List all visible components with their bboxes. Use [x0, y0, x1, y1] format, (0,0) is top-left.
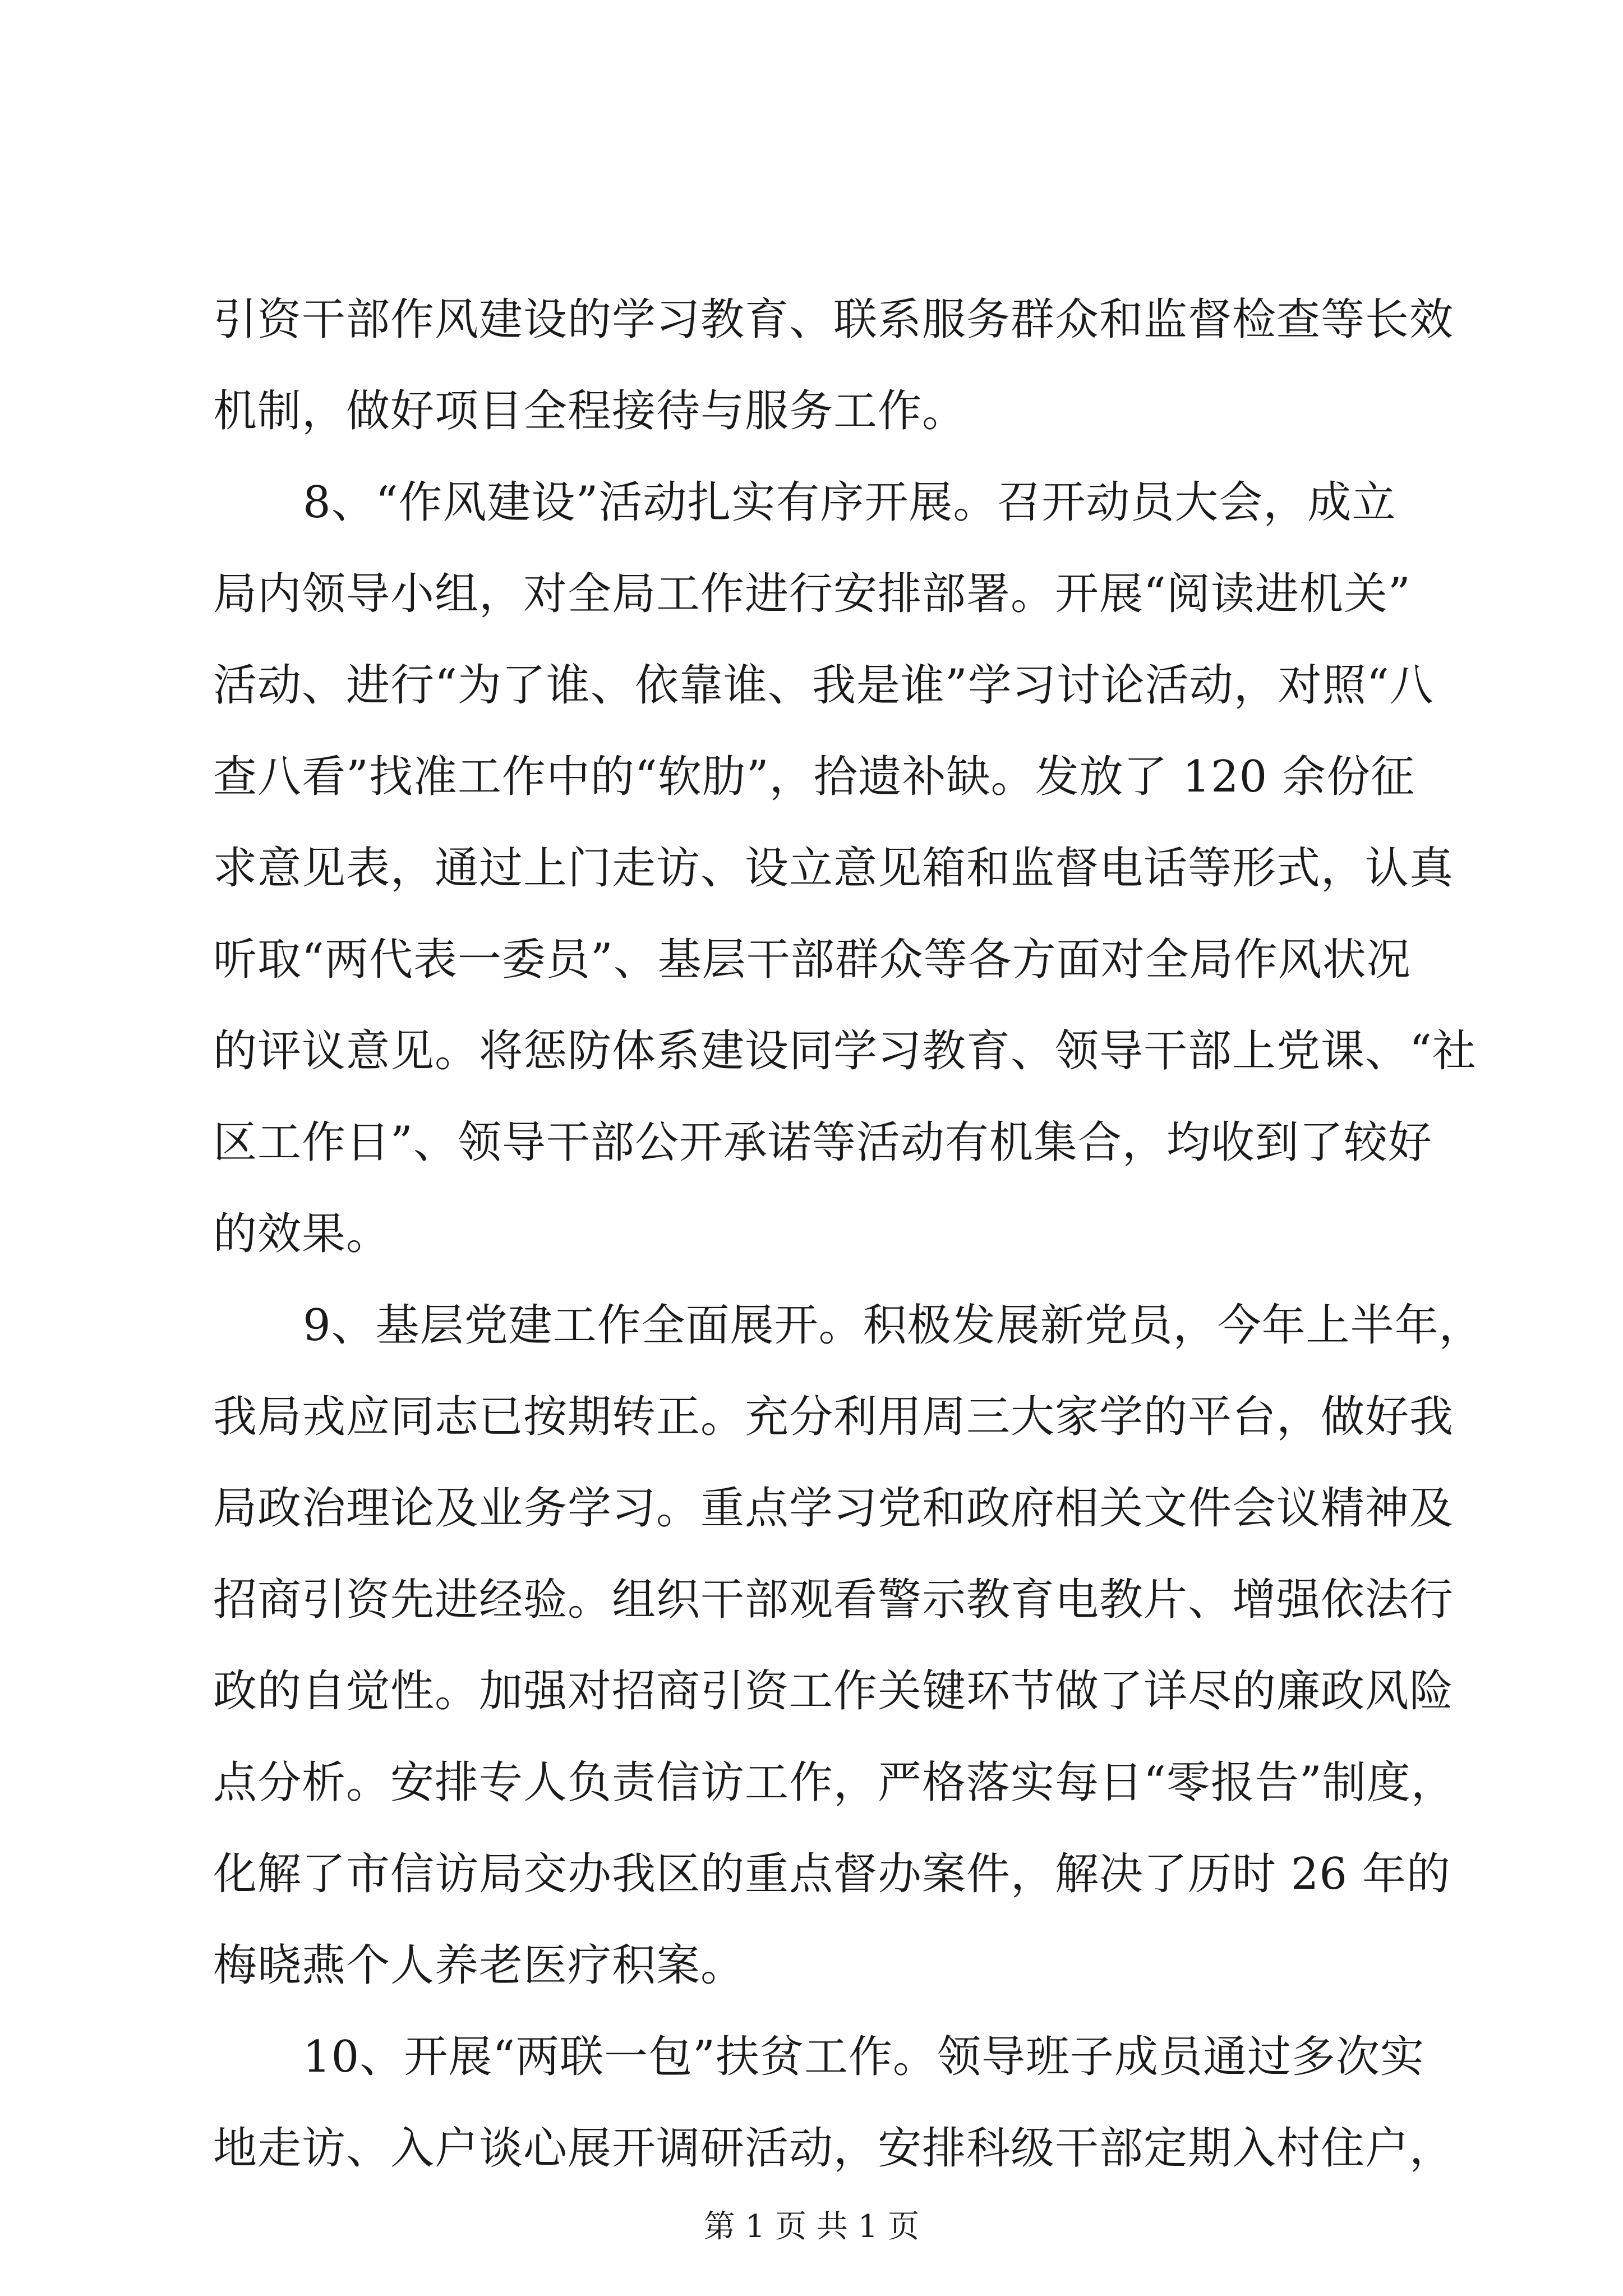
body-line: 的评议意见。将惩防体系建设同学习教育、领导干部上党课、“社: [213, 1026, 1477, 1076]
body-line: 求意见表，通过上门走访、设立意见箱和监督电话等形式，认真: [213, 843, 1454, 894]
body-line: 局政治理论及业务学习。重点学习党和政府相关文件会议精神及: [213, 1483, 1454, 1534]
body-line: 我局戎应同志已按期转正。充分利用周三大家学的平台，做好我: [213, 1392, 1454, 1442]
body-line: 听取“两代表一委员”、基层干部群众等各方面对全局作风状况: [213, 935, 1411, 985]
paragraph-9-first-line: 9、基层党建工作全面展开。积极发展新党员，今年上半年，: [303, 1300, 1483, 1351]
body-line: 政的自觉性。加强对招商引资工作关键环节做了详尽的廉政风险: [213, 1666, 1454, 1717]
body-line: 招商引资先进经验。组织干部观看警示教育电教片、增强依法行: [213, 1575, 1454, 1625]
body-line: 查八看”找准工作中的“软肋”，拾遗补缺。发放了 120 余份征: [213, 752, 1415, 802]
page-footer: 第 1 页 共 1 页: [703, 2208, 920, 2245]
body-line: 局内领导小组，对全局工作进行安排部署。开展“阅读进机关”: [213, 569, 1411, 619]
body-line: 梅晓燕个人养老医疗积案。: [213, 1940, 745, 1991]
body-line: 地走访、入户谈心展开调研活动，安排科级干部定期入村住户，: [213, 2123, 1454, 2174]
body-line: 化解了市信访局交办我区的重点督办案件，解决了历时 26 年的: [213, 1849, 1451, 1899]
body-line: 的效果。: [213, 1209, 391, 1259]
body-line: 引资干部作风建设的学习教育、联系服务群众和监督检查等长效: [213, 295, 1454, 345]
body-line: 活动、进行“为了谁、依靠谁、我是谁”学习讨论活动，对照“八: [213, 660, 1434, 711]
body-line: 点分析。安排专人负责信访工作，严格落实每日“零报告”制度，: [213, 1757, 1455, 1808]
body-line: 机制，做好项目全程接待与服务工作。: [213, 386, 967, 436]
body-line: 区工作日”、领导干部公开承诺等活动有机集合，均收到了较好: [213, 1117, 1432, 1168]
paragraph-10-first-line: 10、开展“两联一包”扶贫工作。领导班子成员通过多次实: [303, 2032, 1425, 2082]
paragraph-8-first-line: 8、“作风建设”活动扎实有序开展。召开动员大会，成立: [303, 477, 1396, 528]
